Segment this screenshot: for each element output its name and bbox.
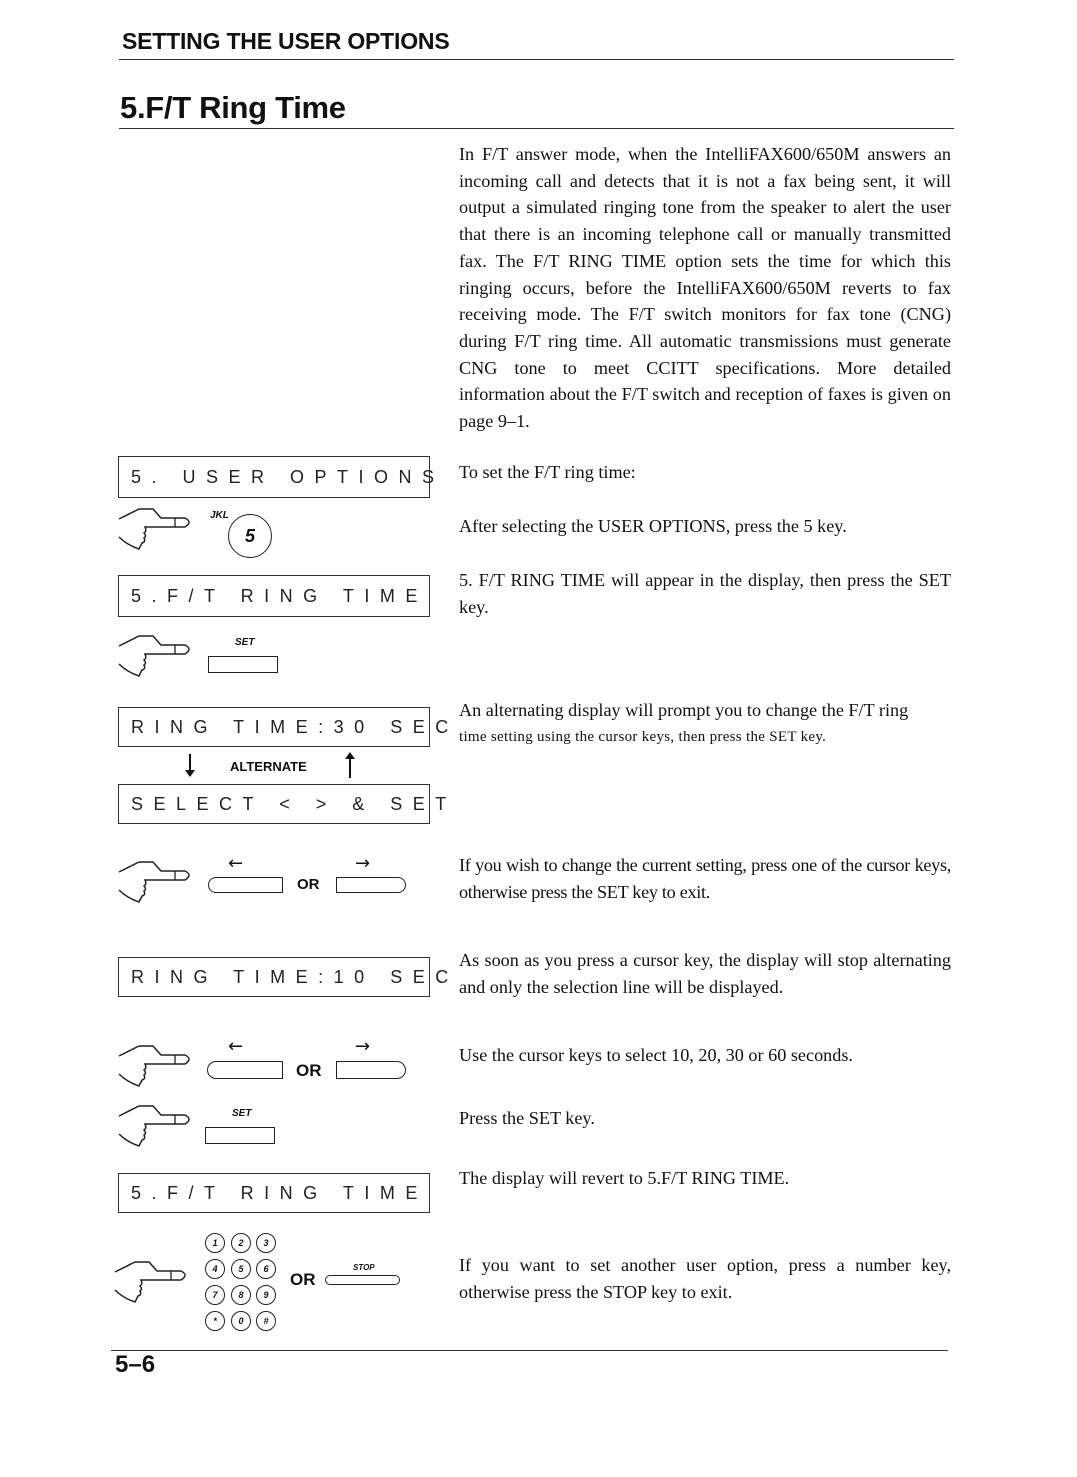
or-label: OR — [290, 1270, 316, 1289]
or-label: OR — [297, 876, 320, 893]
cursor-left-key-button[interactable] — [208, 877, 283, 893]
pointing-hand-icon — [117, 1042, 197, 1092]
stop-key-label: STOP — [353, 1263, 375, 1272]
stop-key-button[interactable] — [325, 1275, 400, 1285]
step-9-text: If you want to set another user option, press a number key, otherwise press the STOP key to exit. — [459, 1255, 951, 1302]
numpad-key-4[interactable]: 4 — [205, 1259, 225, 1279]
step-3-line-2: time setting using the cursor keys, then press the SET key. — [459, 728, 827, 745]
step-7-text: Press the SET key. — [459, 1108, 595, 1128]
set-key-button[interactable] — [205, 1127, 275, 1144]
numpad-key-star[interactable]: * — [205, 1311, 225, 1331]
numpad-key-5[interactable]: 5 — [231, 1259, 251, 1279]
lcd-display-ring-time-30: RING TIME:30 SEC — [118, 707, 430, 747]
page-number: 5–6 — [115, 1351, 156, 1378]
cursor-right-key-button[interactable] — [336, 1061, 406, 1079]
right-arrow-icon: → — [355, 1036, 371, 1057]
page-title: 5.F/T Ring Time — [120, 90, 346, 125]
step-5-text: As soon as you press a cursor key, the display will stop alternating and only the selection line will be displayed. — [459, 950, 951, 997]
or-label: OR — [296, 1061, 322, 1080]
step-3-text — [459, 697, 951, 750]
numpad-key-hash[interactable]: # — [256, 1311, 276, 1331]
numpad-key-0[interactable]: 0 — [231, 1311, 251, 1331]
key-5-button[interactable]: 5 — [228, 514, 272, 558]
pointing-hand-icon — [117, 632, 197, 682]
step-4-text: If you wish to change the current setting, press one of the cursor keys, otherwise press the SET key to exit. — [459, 855, 951, 902]
title-rule — [119, 128, 954, 129]
pointing-hand-icon — [113, 1258, 193, 1308]
lcd-display-ring-time-10: RING TIME:10 SEC — [118, 957, 430, 997]
step-8-text: The display will revert to 5.F/T RING TIME. — [459, 1168, 790, 1188]
numpad-key-2[interactable]: 2 — [231, 1233, 251, 1253]
numpad-key-1[interactable]: 1 — [205, 1233, 225, 1253]
header-rule — [119, 59, 954, 60]
step-2-text: 5. F/T RING TIME will appear in the display, then press the SET key. — [459, 570, 951, 617]
numpad-key-9[interactable]: 9 — [256, 1285, 276, 1305]
intro-paragraph: In F/T answer mode, when the IntelliFAX600/650M answers an incoming call and detects that it is not a fax being sent, it will output a simulated ringing tone from the speaker to alert the user that there is an incoming telephone call or manually transmitted fax. The F/T RING TIME option sets the time for which this ringing occurs, before the IntelliFAX600/650M reverts to fax receiving mode. The F/T switch monitors for fax tone (CNG) during F/T ring time. All automatic transmissions must generate CNG tone to meet CCITT specifications. More detailed information about the F/T switch and reception of faxes is given on page 9–1. — [459, 144, 951, 432]
alternate-up-arrowhead-icon — [345, 752, 355, 759]
step-intro-text: To set the F/T ring time: — [459, 462, 636, 482]
lcd-display-select-set: SELECT < > & SET — [118, 784, 430, 824]
step-6-text: Use the cursor keys to select 10, 20, 30 or 60 seconds. — [459, 1045, 853, 1065]
cursor-left-key-button[interactable] — [207, 1061, 283, 1079]
set-key-label: SET — [235, 637, 255, 648]
lcd-display-ft-ring-time: 5.F/T RING TIME — [118, 575, 430, 617]
numpad-key-8[interactable]: 8 — [231, 1285, 251, 1305]
numpad-key-3[interactable]: 3 — [256, 1233, 276, 1253]
left-arrow-icon: ← — [228, 853, 244, 874]
alternate-label: ALTERNATE — [230, 759, 307, 774]
footer-rule — [111, 1350, 948, 1351]
set-key-button[interactable] — [208, 656, 278, 673]
left-arrow-icon: ← — [228, 1036, 244, 1057]
section-header: SETTING THE USER OPTIONS — [122, 28, 450, 54]
alternate-down-arrowhead-icon — [185, 770, 195, 777]
alternate-up-arrow-icon — [349, 758, 351, 778]
step-1-text: After selecting the USER OPTIONS, press the 5 key. — [459, 516, 847, 536]
right-arrow-icon: → — [355, 853, 371, 874]
step-3-line-1: An alternating display will prompt you to change the F/T ring — [459, 700, 909, 720]
numpad-key-6[interactable]: 6 — [256, 1259, 276, 1279]
pointing-hand-icon — [117, 505, 197, 555]
cursor-right-key-button[interactable] — [336, 877, 406, 893]
lcd-display-ft-ring-time-final: 5.F/T RING TIME — [118, 1173, 430, 1213]
jkl-key-label: JKL — [210, 510, 229, 521]
numpad-key-7[interactable]: 7 — [205, 1285, 225, 1305]
set-key-label: SET — [232, 1108, 252, 1119]
lcd-display-user-options: 5. USER OPTIONS — [118, 456, 430, 498]
pointing-hand-icon — [117, 858, 197, 908]
pointing-hand-icon — [117, 1102, 197, 1152]
